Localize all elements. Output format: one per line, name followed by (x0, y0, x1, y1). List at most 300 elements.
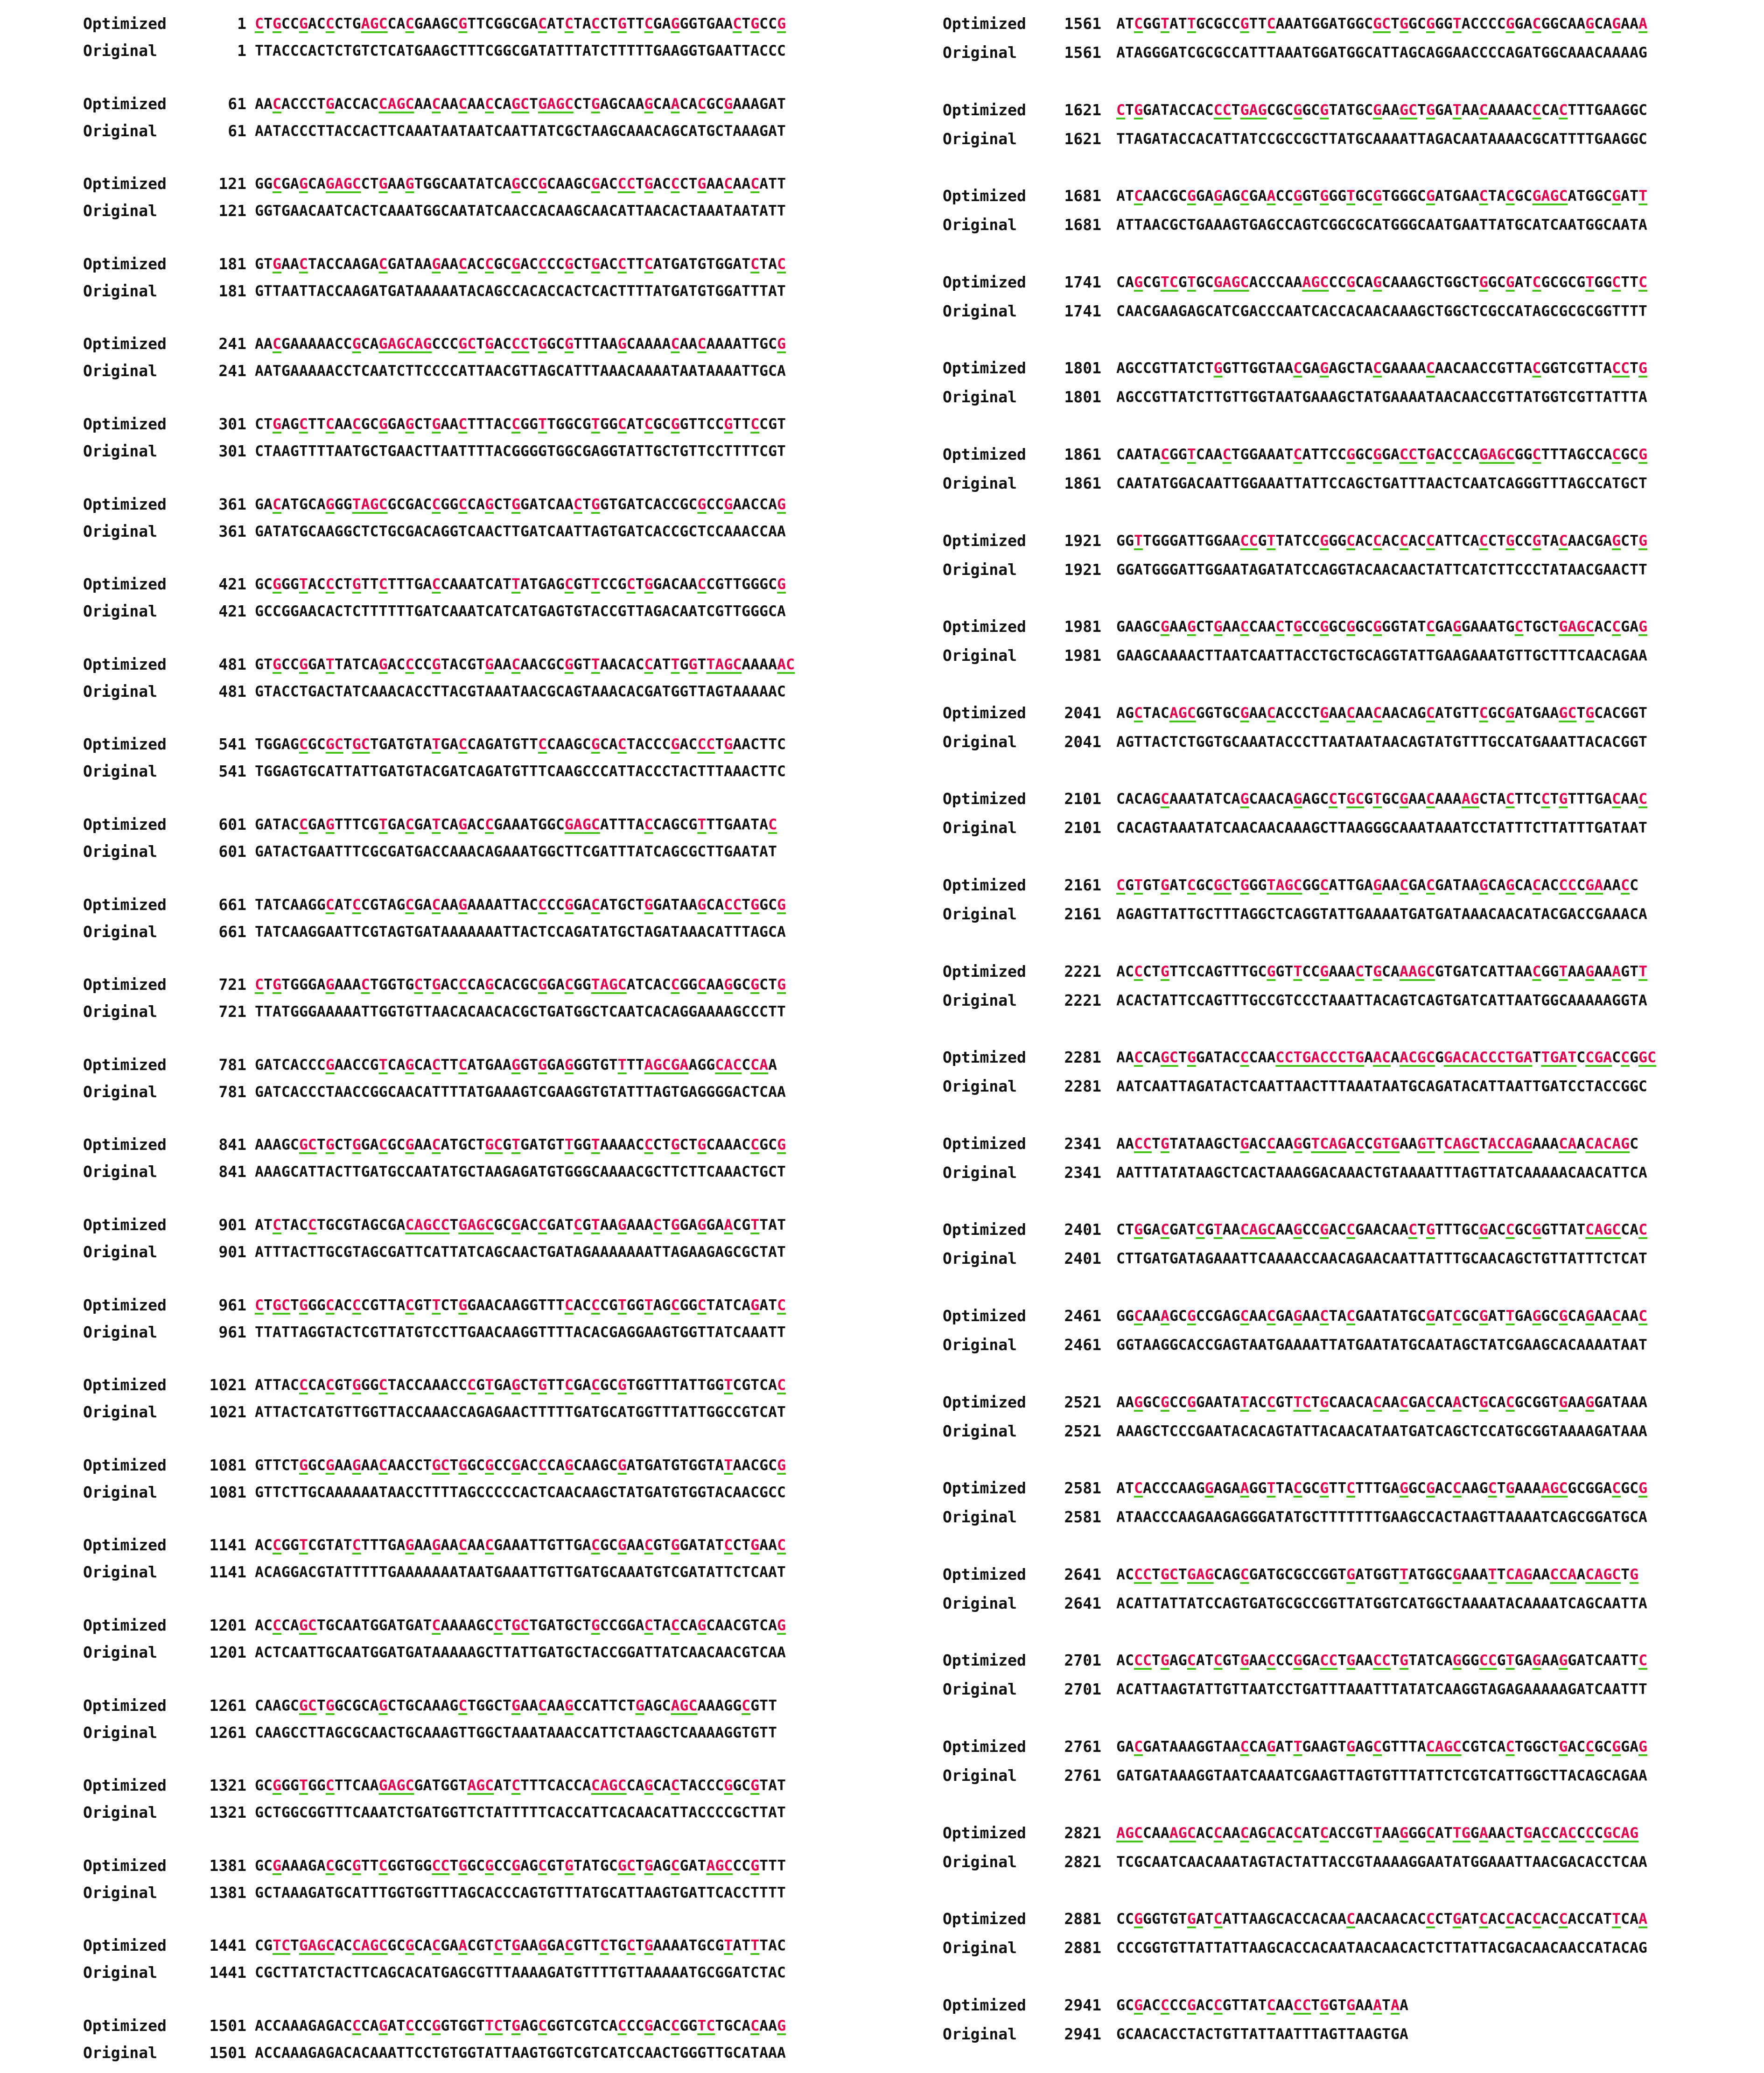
unchanged-bases: GG (520, 416, 538, 433)
changed-bases: C (1134, 963, 1143, 980)
changed-bases: G (299, 1457, 308, 1474)
changed-bases: C (1559, 101, 1568, 119)
changed-bases: C (1320, 1824, 1329, 1842)
position-number: 1201 (209, 1643, 246, 1661)
changed-bases: C (644, 1136, 653, 1154)
unchanged-bases: CT (1142, 963, 1161, 980)
unchanged-bases: CA (414, 1056, 432, 1073)
unchanged-bases: CAACGTCA (706, 1617, 777, 1634)
optimized-sequence (1116, 1650, 1647, 1671)
unchanged-bases: TGCT (1523, 618, 1559, 636)
optimized-sequence (255, 1214, 786, 1236)
unchanged-bases: CAAAA (626, 336, 671, 353)
unchanged-bases: ATTTA (600, 816, 644, 833)
unchanged-bases: TTTAA (573, 336, 618, 353)
unchanged-bases: AA (414, 1537, 432, 1554)
unchanged-bases: TGGGA (281, 976, 326, 994)
changed-bases: GC (1638, 1049, 1656, 1066)
unchanged-bases: GAAGC (1116, 618, 1161, 636)
unchanged-bases: TGGAG (255, 736, 299, 753)
changed-bases: C (405, 15, 414, 32)
unchanged-bases: CAGATGTT (467, 736, 538, 753)
changed-bases: G (750, 1857, 760, 1874)
original-sequence: AAAGCTCCCGAATACACAGTATTACAACATAATGATCAGCTCCATGCGGTAAAAGATAAA (1116, 1422, 1647, 1440)
changed-bases: G (750, 1537, 760, 1554)
changed-bases: G (671, 15, 680, 32)
unchanged-bases: CA (1382, 963, 1400, 980)
optimized-sequence (255, 574, 786, 595)
changed-bases: G (1585, 704, 1595, 721)
unchanged-bases: GC (759, 1136, 777, 1154)
changed-bases: C (626, 576, 636, 593)
unchanged-bases: AC (600, 255, 618, 273)
position-number: 2701 (1064, 1651, 1101, 1670)
unchanged-bases: CC (1302, 963, 1320, 980)
changed-bases: G (697, 1617, 707, 1634)
unchanged-bases: AA (414, 1136, 432, 1154)
changed-bases: C (1240, 188, 1249, 205)
changed-bases: GAGC (538, 95, 574, 112)
original-label: Original (943, 1336, 1017, 1354)
changed-bases: C (1355, 963, 1365, 980)
changed-bases: C (538, 736, 547, 753)
changed-bases: T (1399, 1566, 1408, 1583)
changed-bases: C (777, 255, 786, 273)
changed-bases: T (511, 1136, 521, 1154)
unchanged-bases: A (1576, 1566, 1586, 1583)
unchanged-bases: GAAATGGC (494, 816, 565, 833)
unchanged-bases: GA (1435, 101, 1453, 119)
unchanged-bases: GC (1355, 446, 1373, 463)
original-label: Original (943, 301, 1017, 320)
changed-bases: C (1532, 360, 1541, 377)
unchanged-bases: CAAAGCTGGCT (1382, 273, 1479, 291)
changed-bases: G (1612, 188, 1621, 205)
changed-bases: G (1373, 618, 1382, 636)
changed-bases: C (1187, 1652, 1196, 1669)
original-sequence: TGGAGTGCATTATTGATGTACGATCAGATGTTTCAAGCCCATTACCCTACTTTAAACTTC (255, 763, 786, 780)
unchanged-bases: AA (1329, 704, 1347, 721)
position-number: 1501 (209, 2044, 246, 2062)
optimized-sequence (1116, 13, 1647, 35)
original-sequence: AGCCGTTATCTTGTTGGTAATGAAAGCTATGAAAATAACAACCGTTATGGTCGTTATTTA (1116, 389, 1647, 406)
position-number: 961 (218, 1323, 246, 1341)
position-number: 2881 (1064, 1939, 1101, 1957)
optimized-label: Optimized (83, 575, 167, 594)
position-number: 2041 (1064, 732, 1101, 751)
unchanged-bases: T (1125, 101, 1134, 119)
changed-bases: C (1541, 1824, 1550, 1842)
unchanged-bases: T (635, 1857, 644, 1874)
changed-bases: G (1585, 15, 1595, 32)
changed-bases: G (1240, 791, 1249, 808)
unchanged-bases: GC (706, 95, 724, 112)
unchanged-bases: ACCGT (1329, 1824, 1373, 1842)
changed-bases: T (1187, 273, 1196, 291)
changed-bases: G (1187, 1394, 1196, 1411)
changed-bases: C (272, 1537, 281, 1554)
changed-bases: CGA (1585, 1049, 1612, 1066)
unchanged-bases: AC (1488, 1911, 1506, 1928)
changed-bases: C (414, 976, 423, 994)
unchanged-bases: AAAGC (255, 1136, 299, 1154)
changed-bases: C (671, 336, 680, 353)
changed-bases: G (1160, 618, 1169, 636)
changed-bases: T (1559, 963, 1568, 980)
original-sequence: AATCAATTAGATACTCAATTAACTTTAAATAATGCAGATACATTAATTGATCCTACCGGC (1116, 1078, 1647, 1095)
position-number: 2461 (1064, 1307, 1101, 1325)
changed-bases: C (405, 656, 414, 673)
original-label: Original (83, 1643, 157, 1661)
unchanged-bases: AC (255, 1617, 273, 1634)
changed-bases: C (1134, 1738, 1143, 1755)
changed-bases: AGC (1169, 1824, 1196, 1842)
unchanged-bases: GA (573, 896, 591, 913)
unchanged-bases: GC (1302, 101, 1320, 119)
position-number: 1981 (1064, 617, 1101, 636)
position-number: 961 (218, 1296, 246, 1314)
unchanged-bases: GG (679, 976, 698, 994)
unchanged-bases: CC (414, 656, 432, 673)
changed-bases: GT (1417, 1135, 1435, 1152)
unchanged-bases: TACCC (679, 1777, 724, 1794)
position-number: 1 (237, 42, 246, 60)
unchanged-bases: T (263, 1296, 273, 1314)
unchanged-bases: TGGGATTGGAA (1142, 532, 1240, 549)
changed-bases: C (1399, 532, 1408, 549)
unchanged-bases: TACCC (626, 736, 671, 753)
unchanged-bases: AAA (334, 976, 361, 994)
unchanged-bases: GAT (1169, 1221, 1196, 1239)
optimized-sequence (255, 814, 777, 835)
changed-bases: AGC (706, 1857, 733, 1874)
changed-bases: C (378, 1457, 388, 1474)
unchanged-bases: AA (441, 255, 459, 273)
changed-bases: G (697, 175, 707, 193)
unchanged-bases: GATAA (1435, 877, 1479, 894)
original-sequence: GGTAAGGCACCGAGTAATGAAAATTATGAATATGCAATAGCTATCGAAGCACAAAATAAT (1116, 1337, 1647, 1353)
original-label: Original (83, 1963, 157, 1982)
unchanged-bases: AC (1116, 963, 1134, 980)
position-number: 2341 (1064, 1134, 1101, 1153)
changed-bases: G (564, 1857, 574, 1874)
unchanged-bases: GATCAA (520, 496, 574, 513)
changed-bases: A (1612, 963, 1621, 980)
changed-bases: C (1541, 791, 1550, 808)
unchanged-bases: T (1311, 1394, 1320, 1411)
unchanged-bases: AAA (1514, 1480, 1541, 1497)
unchanged-bases: G (1435, 1049, 1444, 1066)
unchanged-bases: CA (1488, 1394, 1506, 1411)
unchanged-bases: CGTAT (308, 1537, 352, 1554)
changed-bases: G (325, 1457, 335, 1474)
changed-bases: G (1399, 15, 1408, 32)
changed-bases: T (1160, 15, 1169, 32)
unchanged-bases: TATGC (573, 1857, 618, 1874)
unchanged-bases: GG (626, 1296, 644, 1314)
changed-bases: GC (1213, 877, 1232, 894)
unchanged-bases: AT (1302, 1824, 1320, 1842)
original-sequence: AATACCCTTACCACTTCAAATAATAATCAATTATCGCTAAGCAAACAGCATGCTAAAGAT (255, 122, 786, 140)
changed-bases: G (299, 1296, 308, 1314)
changed-bases: G (1293, 1135, 1302, 1152)
changed-bases: C (697, 95, 707, 112)
position-number: 2821 (1064, 1823, 1101, 1842)
changed-bases: C (1532, 15, 1541, 32)
unchanged-bases: GG (1142, 15, 1161, 32)
changed-bases: G (1134, 101, 1143, 119)
unchanged-bases: C (1576, 1049, 1586, 1066)
unchanged-bases: AG (1169, 1652, 1187, 1669)
changed-bases: C (255, 976, 264, 994)
unchanged-bases: ACCCT (1275, 704, 1320, 721)
position-number: 2281 (1064, 1048, 1101, 1067)
unchanged-bases: AG (653, 1296, 671, 1314)
changed-bases: T (591, 576, 600, 593)
unchanged-bases: GCGGT (1514, 1394, 1559, 1411)
changed-bases: C (750, 416, 760, 433)
unchanged-bases: TAC (281, 1217, 308, 1233)
unchanged-bases: GC (467, 1457, 485, 1474)
unchanged-bases: TAC (759, 1937, 786, 1954)
unchanged-bases: CA (1621, 1911, 1639, 1928)
changed-bases: C (671, 1777, 680, 1794)
unchanged-bases: CC (520, 175, 538, 193)
optimized-sequence (255, 253, 786, 275)
unchanged-bases: AA (759, 2017, 777, 2034)
unchanged-bases: TAT (759, 1217, 786, 1233)
changed-bases: G (272, 1777, 281, 1794)
unchanged-bases: A (1364, 1049, 1373, 1066)
changed-bases: T (617, 1056, 627, 1073)
optimized-sequence (1116, 788, 1647, 810)
unchanged-bases: T (1630, 360, 1638, 377)
changed-bases: G (777, 576, 786, 593)
position-number: 1621 (1064, 100, 1101, 119)
changed-bases: C (1514, 618, 1524, 636)
unchanged-bases: CA (653, 1777, 671, 1794)
changed-bases: C (272, 95, 281, 112)
changed-bases: G (1638, 618, 1648, 636)
unchanged-bases: CA (1568, 1308, 1586, 1324)
unchanged-bases: GGTCGTCA (546, 2017, 618, 2034)
original-label: Original (83, 842, 157, 861)
optimized-sequence (1116, 1908, 1647, 1930)
position-number: 1741 (1064, 301, 1101, 320)
changed-bases: C (1612, 1308, 1621, 1324)
changed-bases: G (564, 656, 574, 673)
unchanged-bases: AT (626, 416, 644, 433)
unchanged-bases: CA (679, 1617, 698, 1634)
unchanged-bases: AA (626, 1537, 644, 1554)
changed-bases: C (1346, 1480, 1356, 1497)
changed-bases: T (564, 1136, 574, 1154)
changed-bases: G (1452, 1652, 1462, 1669)
unchanged-bases: GC (1461, 1308, 1479, 1324)
optimized-sequence (255, 1134, 786, 1156)
optimized-sequence (255, 734, 786, 755)
changed-bases: G (644, 1777, 653, 1794)
unchanged-bases: AGC (644, 1697, 671, 1714)
unchanged-bases: TGGCT (467, 1697, 512, 1714)
original-label: Original (943, 905, 1017, 923)
position-number: 541 (218, 735, 246, 754)
unchanged-bases: AT (1514, 273, 1533, 291)
unchanged-bases: AGCTA (1329, 360, 1373, 377)
changed-bases: G (671, 1537, 680, 1554)
changed-bases: CAGC (352, 1937, 388, 1954)
unchanged-bases: T (1364, 963, 1373, 980)
optimized-label: Optimized (943, 1996, 1026, 2014)
position-number: 2581 (1064, 1479, 1101, 1498)
position-number: 1 (237, 14, 246, 33)
changed-bases: A (1638, 1911, 1648, 1928)
unchanged-bases: TTTAC (467, 416, 512, 433)
changed-bases: G (1612, 15, 1621, 32)
changed-bases: G (1532, 1221, 1541, 1239)
unchanged-bases: ATGAA (1435, 188, 1479, 205)
original-sequence: TATCAAGGAATTCGTAGTGATAAAAAAATTACTCCAGATATGCTAGATAAACATTTAGCA (255, 923, 786, 940)
changed-bases: C (1267, 15, 1276, 32)
unchanged-bases: AC (520, 1457, 538, 1474)
unchanged-bases: GG (573, 1136, 591, 1154)
changed-bases: CC (1134, 1135, 1152, 1152)
position-number: 2101 (1064, 790, 1101, 808)
unchanged-bases: GACAA (653, 576, 698, 593)
unchanged-bases: AA (1382, 101, 1400, 119)
unchanged-bases: GGTGG (387, 1857, 432, 1874)
changed-bases: G (724, 976, 733, 994)
optimized-label: Optimized (83, 815, 167, 833)
unchanged-bases: GA (1621, 1738, 1639, 1755)
unchanged-bases: CA (308, 175, 326, 193)
changed-bases: G (405, 1056, 414, 1073)
unchanged-bases: AACTTC (733, 736, 786, 753)
unchanged-bases: ATGGT (1355, 1566, 1400, 1583)
unchanged-bases: AT (1275, 1738, 1294, 1755)
changed-bases: G (1505, 273, 1515, 291)
changed-bases: G (1559, 1394, 1568, 1411)
unchanged-bases: TTCGGCGA (467, 15, 538, 32)
original-sequence: GATGATAAAGGTAATCAAATCGAAGTTAGTGTTTATTCTCGTCATTGGCTTACAGCAGAA (1116, 1767, 1647, 1784)
unchanged-bases: AC (600, 175, 618, 193)
position-number: 1561 (1064, 14, 1101, 33)
position-number: 2641 (1064, 1594, 1101, 1612)
original-label: Original (943, 1163, 1017, 1182)
unchanged-bases: CT (759, 976, 777, 994)
position-number: 601 (218, 842, 246, 861)
unchanged-bases: CT (1116, 1221, 1134, 1239)
unchanged-bases: A (1399, 1996, 1408, 2014)
optimized-sequence (1116, 185, 1647, 207)
changed-bases: G (671, 416, 680, 433)
changed-bases: C (1134, 1480, 1143, 1497)
changed-bases: G (538, 1056, 547, 1073)
unchanged-bases: CT (334, 1136, 352, 1154)
changed-bases: T (644, 1296, 653, 1314)
changed-bases: G (272, 255, 281, 273)
unchanged-bases: AA (441, 95, 459, 112)
unchanged-bases: CC (494, 1457, 512, 1474)
changed-bases: GC (352, 736, 370, 753)
unchanged-bases: AG (1222, 188, 1240, 205)
optimized-sequence (1116, 1478, 1647, 1499)
unchanged-bases: GC (1116, 1996, 1134, 2014)
changed-bases: G (777, 1136, 786, 1154)
changed-bases: C (1505, 1221, 1515, 1239)
changed-bases: C (671, 1617, 680, 1634)
unchanged-bases: CC (1275, 1652, 1294, 1669)
position-number: 1801 (1064, 359, 1101, 378)
changed-bases: C (697, 1296, 707, 1314)
unchanged-bases: TT (1621, 273, 1639, 291)
unchanged-bases: TAT (759, 1777, 786, 1794)
changed-bases: C (1505, 791, 1515, 808)
unchanged-bases: AT (1116, 15, 1134, 32)
changed-bases: G (697, 1217, 707, 1233)
unchanged-bases: AA (1382, 1394, 1400, 1411)
changed-bases: G (1134, 1394, 1143, 1411)
changed-bases: G (458, 15, 468, 32)
changed-bases: C (1638, 1221, 1648, 1239)
changed-bases: T (1373, 791, 1382, 808)
changed-bases: G (1400, 1652, 1408, 1669)
changed-bases: G (617, 336, 627, 353)
changed-bases: CC (1479, 1652, 1497, 1669)
changed-bases: G (511, 2017, 521, 2034)
unchanged-bases: ACCCAA (1249, 273, 1302, 291)
unchanged-bases: T (476, 336, 485, 353)
original-sequence: CTTGATGATAGAAATTCAAAACCAACAGAACAATTATTTGCAACAGCTGTTATTTCTCAT (1116, 1250, 1647, 1268)
unchanged-bases: CAA (1249, 1049, 1276, 1066)
changed-bases: GCAG (1603, 1824, 1639, 1842)
unchanged-bases: GTTAT (1222, 1996, 1267, 2014)
changed-bases: G (485, 496, 494, 513)
changed-bases: G (777, 896, 786, 913)
changed-bases: G (564, 255, 574, 273)
unchanged-bases: AGCAA (600, 95, 644, 112)
unchanged-bases: CT (1435, 1911, 1453, 1928)
changed-bases: C (1134, 188, 1143, 205)
changed-bases: C (591, 1377, 600, 1394)
changed-bases: CC (1612, 360, 1630, 377)
unchanged-bases: AC (1488, 1221, 1506, 1239)
unchanged-bases: CGTAG (361, 896, 406, 913)
changed-bases: G (325, 1056, 335, 1073)
original-label: Original (943, 474, 1017, 492)
unchanged-bases: GTGGT (441, 2017, 485, 2034)
changed-bases: G (511, 1217, 520, 1233)
optimized-label: Optimized (943, 1737, 1026, 1756)
changed-bases: C (617, 736, 627, 753)
optimized-sequence (255, 173, 786, 195)
unchanged-bases: GG (281, 1537, 299, 1554)
unchanged-bases: T (290, 1296, 299, 1314)
changed-bases: C (299, 816, 308, 833)
unchanged-bases: AAAGG (697, 1697, 742, 1714)
unchanged-bases: T (503, 2017, 512, 2034)
unchanged-bases: TT (626, 1056, 644, 1073)
changed-bases: G (697, 1136, 707, 1154)
unchanged-bases: TT (441, 1056, 459, 1073)
changed-bases: A (458, 1937, 468, 1954)
unchanged-bases: T (449, 1857, 459, 1874)
optimized-sequence (1116, 272, 1647, 293)
unchanged-bases: TGGCT (1514, 1738, 1559, 1755)
unchanged-bases: GA (653, 15, 671, 32)
unchanged-bases: AG (281, 416, 299, 433)
changed-bases: G (671, 736, 680, 753)
